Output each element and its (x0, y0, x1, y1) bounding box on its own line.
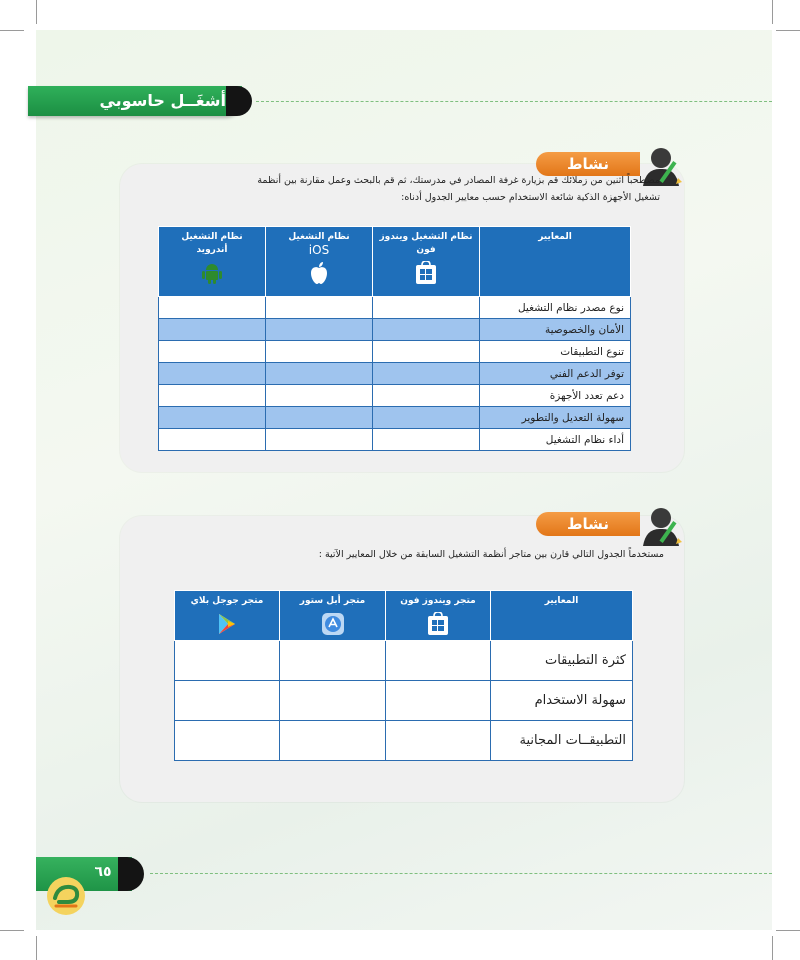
windows-store-icon (427, 612, 449, 636)
criteria-cell: الأمان والخصوصية (480, 319, 631, 341)
criteria-cell: توفر الدعم الفني (480, 363, 631, 385)
header-ios: نظام التشغيل iOS (266, 227, 373, 297)
answer-cell[interactable] (159, 429, 266, 451)
answer-cell[interactable] (266, 319, 373, 341)
answer-cell[interactable] (159, 341, 266, 363)
answer-cell[interactable] (386, 721, 491, 761)
table-row (159, 407, 631, 429)
answer-cell[interactable] (159, 319, 266, 341)
header-criteria: المعايير (491, 591, 633, 641)
answer-cell[interactable] (175, 681, 280, 721)
activity-tag-2: نشاط (536, 512, 640, 536)
apple-icon (308, 261, 330, 285)
answer-cell[interactable] (373, 363, 480, 385)
intro-line: مصطحباً اثنين من زملائك قم بزيارة غرفة المصادر في مدرستك، ثم قم بالبحث وعمل مقارنة بين أنظمة (257, 175, 660, 186)
crop-mark (36, 0, 37, 24)
crop-mark (772, 936, 773, 960)
page-title: أشغَــل حاسوبي (99, 91, 226, 110)
answer-cell[interactable] (266, 363, 373, 385)
answer-cell[interactable] (175, 721, 280, 761)
answer-cell[interactable] (386, 681, 491, 721)
table-row (159, 341, 631, 363)
activity-tag-1: نشاط (536, 152, 640, 176)
crop-mark (36, 936, 37, 960)
criteria-cell: كثرة التطبيقات (491, 641, 633, 681)
answer-cell[interactable] (373, 341, 480, 363)
answer-cell[interactable] (373, 319, 480, 341)
activity-1-intro (140, 172, 660, 206)
windows-icon (415, 261, 437, 285)
answer-cell[interactable] (266, 297, 373, 319)
answer-cell[interactable] (159, 297, 266, 319)
table-row (175, 681, 633, 721)
header-google-play: متجر جوجل بلاي (175, 591, 280, 641)
answer-cell[interactable] (386, 641, 491, 681)
answer-cell[interactable] (280, 681, 386, 721)
crop-mark (772, 0, 773, 24)
publisher-logo-icon (42, 872, 90, 920)
criteria-cell: تنوع التطبيقات (480, 341, 631, 363)
google-play-icon (216, 612, 238, 636)
answer-cell[interactable] (159, 385, 266, 407)
answer-cell[interactable] (159, 363, 266, 385)
table-row (175, 721, 633, 761)
crop-mark (776, 30, 800, 31)
header-criteria: المعايير (480, 227, 631, 297)
student-avatar-icon (638, 502, 684, 548)
table-row (159, 319, 631, 341)
android-icon (201, 261, 223, 285)
table-row (159, 385, 631, 407)
store-comparison-table (174, 590, 633, 761)
answer-cell[interactable] (266, 385, 373, 407)
criteria-cell: سهولة الاستخدام (491, 681, 633, 721)
answer-cell[interactable] (373, 407, 480, 429)
header-windows-phone: نظام التشغيل ويندوز فون (373, 227, 480, 297)
answer-cell[interactable] (266, 407, 373, 429)
os-comparison-table (158, 226, 631, 451)
answer-cell[interactable] (373, 429, 480, 451)
answer-cell[interactable] (159, 407, 266, 429)
table-row (159, 297, 631, 319)
intro-line: تشغيل الأجهزة الذكية شائعة الاستخدام حسب معايير الجدول أدناه: (401, 192, 660, 203)
app-store-icon (321, 612, 345, 636)
table-row (175, 641, 633, 681)
crop-mark (776, 930, 800, 931)
crop-mark (0, 930, 24, 931)
criteria-cell: نوع مصدر نظام التشغيل (480, 297, 631, 319)
answer-cell[interactable] (373, 385, 480, 407)
table-header-row (175, 591, 633, 641)
header-app-store: متجر أبل ستور (280, 591, 386, 641)
table-row (159, 429, 631, 451)
crop-mark (0, 30, 24, 31)
page-number: ٦٥ (94, 864, 112, 880)
answer-cell[interactable] (266, 341, 373, 363)
answer-cell[interactable] (280, 721, 386, 761)
table-row (159, 363, 631, 385)
criteria-cell: أداء نظام التشغيل (480, 429, 631, 451)
answer-cell[interactable] (175, 641, 280, 681)
header-android: نظام التشغيل أندرويد (159, 227, 266, 297)
answer-cell[interactable] (280, 641, 386, 681)
answer-cell[interactable] (373, 297, 480, 319)
criteria-cell: دعم تعدد الأجهزة (480, 385, 631, 407)
header-windows-store: متجر ويندوز فون (386, 591, 491, 641)
criteria-cell: التطبيقــات المجانية (491, 721, 633, 761)
activity-2-intro: مستخدماً الجدول التالي قارن بين متاجر أنظمة التشغيل السابقة من خلال المعايير الآتية : (318, 549, 664, 560)
header-divider (256, 101, 772, 102)
criteria-cell: سهولة التعديل والتطوير (480, 407, 631, 429)
footer-divider (150, 873, 772, 874)
table-header-row (159, 227, 631, 297)
answer-cell[interactable] (266, 429, 373, 451)
